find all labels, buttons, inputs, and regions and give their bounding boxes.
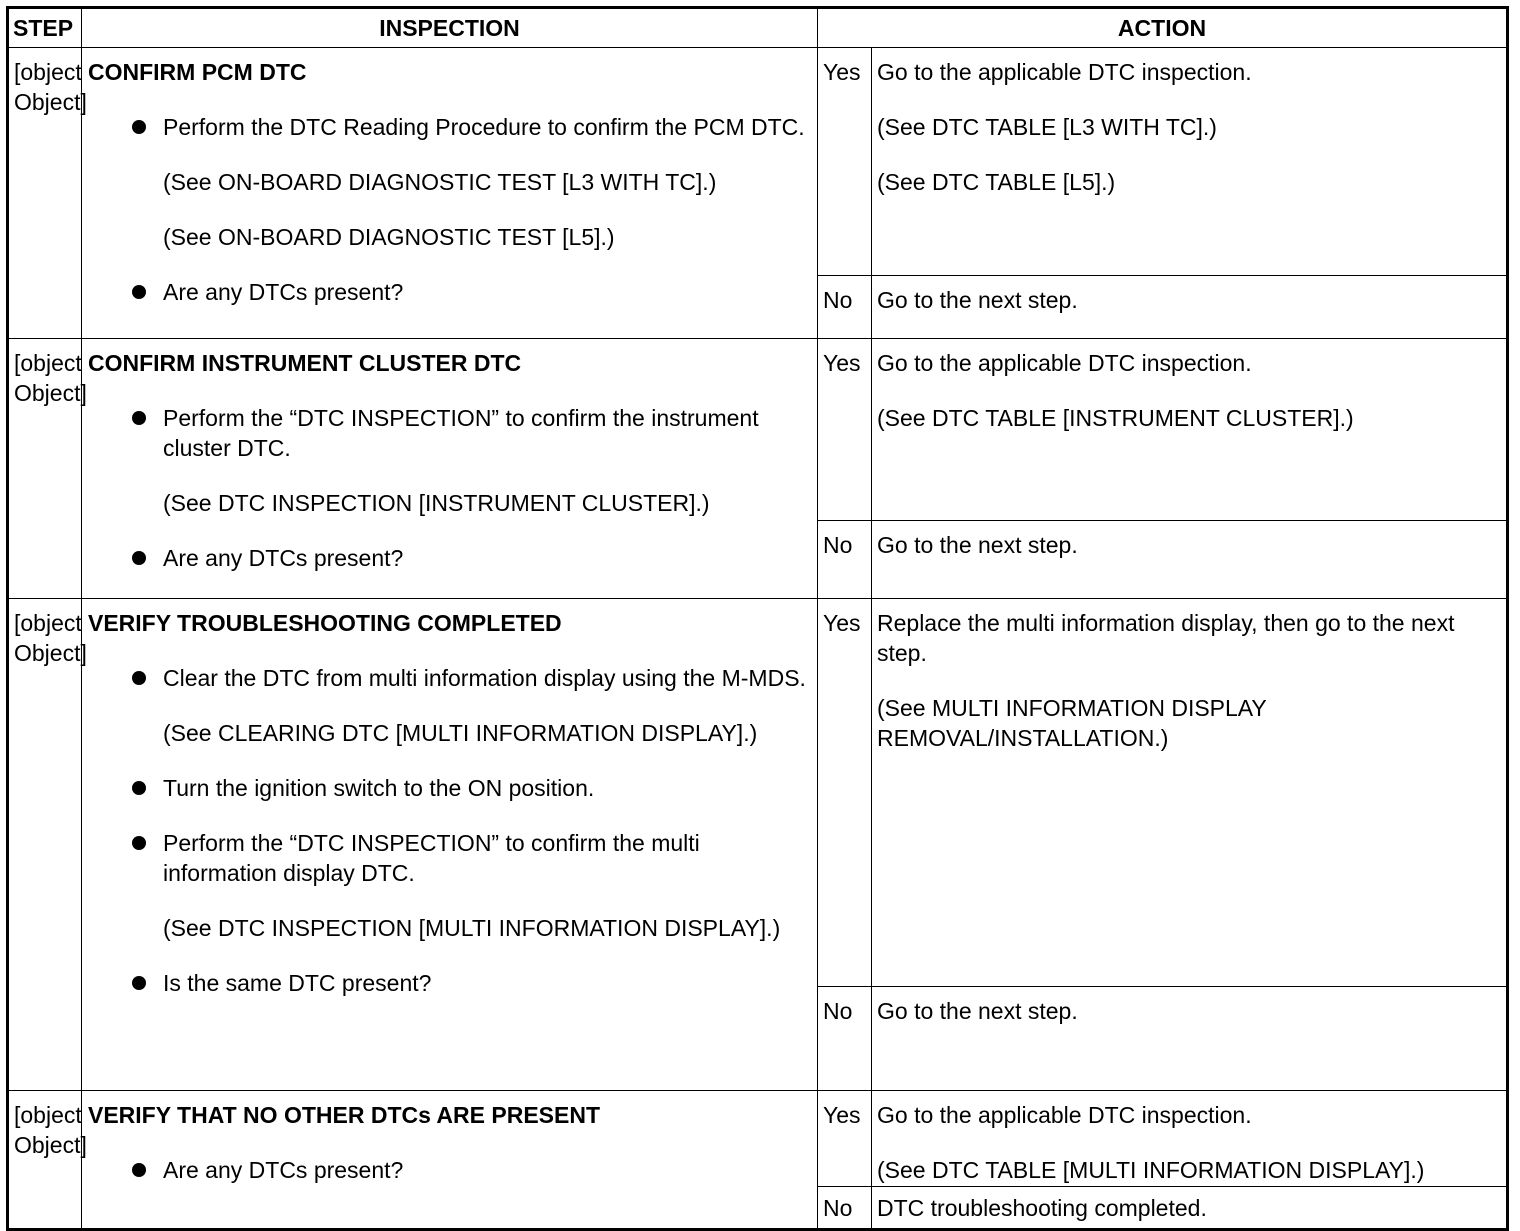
bullet-text: Perform the DTC Reading Procedure to confirm the PCM DTC. [163, 114, 805, 140]
inspection-bullets [88, 663, 807, 998]
no-label: No [818, 276, 872, 339]
bullet-item [88, 543, 807, 573]
bullet-text: Are any DTCs present? [163, 545, 404, 571]
bullet-text: Are any DTCs present? [163, 1157, 404, 1183]
no-action [872, 521, 1508, 599]
step-number: [object Object] [8, 1091, 82, 1230]
step-row-4 [8, 1091, 1508, 1187]
bullet-item [88, 112, 807, 252]
reference-text: (See DTC INSPECTION [INSTRUMENT CLUSTER].) [163, 490, 710, 516]
bullet-text: Perform the “DTC INSPECTION” to confirm the instrument cluster DTC. [163, 405, 759, 461]
inspection-bullets [88, 403, 807, 573]
bullet-item [88, 663, 807, 748]
no-label: No [818, 521, 872, 599]
no-action [872, 276, 1508, 339]
bullet-text: Is the same DTC present? [163, 970, 432, 996]
action-line: Go to the applicable DTC inspection. [877, 1102, 1252, 1128]
troubleshooting-table [6, 6, 1509, 1231]
header-step: STEP [8, 8, 82, 48]
bullet-text: Perform the “DTC INSPECTION” to confirm the multi information display DTC. [163, 830, 700, 886]
step-number: [object Object] [8, 599, 82, 1091]
step-row-3 [8, 599, 1508, 987]
yes-label: Yes [818, 1091, 872, 1187]
step-number: [object Object] [8, 339, 82, 599]
bullet-icon [132, 411, 146, 425]
yes-label: Yes [818, 339, 872, 521]
bullet-icon [132, 836, 146, 850]
bullet-icon [132, 120, 146, 134]
inspection-title: VERIFY THAT NO OTHER DTCs ARE PRESENT [88, 1102, 601, 1128]
header-row [8, 8, 1508, 48]
action-line: Go to the applicable DTC inspection. [877, 59, 1252, 85]
bullet-item [88, 403, 807, 518]
inspection-title: CONFIRM PCM DTC [88, 59, 307, 85]
header-action: ACTION [818, 8, 1508, 48]
bullet-icon [132, 1163, 146, 1177]
yes-label: Yes [818, 599, 872, 987]
inspection-title: VERIFY TROUBLESHOOTING COMPLETED [88, 610, 562, 636]
inspection-bullets [88, 1155, 807, 1185]
reference-text: (See ON-BOARD DIAGNOSTIC TEST [L3 WITH TC].) [163, 169, 717, 195]
yes-action [872, 48, 1508, 276]
step-row-2 [8, 339, 1508, 521]
bullet-icon [132, 551, 146, 565]
yes-action [872, 1091, 1508, 1187]
bullet-item [88, 968, 807, 998]
action-line: (See DTC TABLE [L3 WITH TC].) [877, 114, 1217, 140]
header-inspection: INSPECTION [82, 8, 818, 48]
bullet-text: Clear the DTC from multi information display using the M-MDS. [163, 665, 806, 691]
bullet-item [88, 773, 807, 803]
bullet-text: Are any DTCs present? [163, 279, 404, 305]
no-action [872, 987, 1508, 1091]
bullet-icon [132, 781, 146, 795]
reference-text: (See CLEARING DTC [MULTI INFORMATION DISPLAY].) [163, 720, 758, 746]
action-line: Go to the next step. [877, 287, 1078, 313]
yes-action [872, 599, 1508, 987]
reference-text: (See ON-BOARD DIAGNOSTIC TEST [L5].) [163, 224, 615, 250]
action-line: Replace the multi information display, then go to the next step. [877, 610, 1455, 666]
action-line: (See DTC TABLE [MULTI INFORMATION DISPLAY].) [877, 1157, 1425, 1183]
yes-action [872, 339, 1508, 521]
bullet-item [88, 828, 807, 943]
action-line: (See MULTI INFORMATION DISPLAY REMOVAL/INSTALLATION.) [877, 695, 1267, 751]
action-line: (See DTC TABLE [L5].) [877, 169, 1116, 195]
no-action [872, 1187, 1508, 1230]
bullet-icon [132, 285, 146, 299]
action-line: Go to the applicable DTC inspection. [877, 350, 1252, 376]
inspection-title: CONFIRM INSTRUMENT CLUSTER DTC [88, 350, 522, 376]
step-number: [object Object] [8, 48, 82, 339]
inspection-cell [82, 339, 818, 599]
inspection-cell [82, 48, 818, 339]
action-line: Go to the next step. [877, 532, 1078, 559]
no-label: No [818, 987, 872, 1091]
bullet-text: Turn the ignition switch to the ON position. [163, 775, 595, 801]
bullet-icon [132, 976, 146, 990]
bullet-item [88, 277, 807, 307]
action-line: Go to the next step. [877, 998, 1078, 1024]
no-label: No [818, 1187, 872, 1230]
action-line: DTC troubleshooting completed. [877, 1195, 1207, 1221]
inspection-cell [82, 599, 818, 1091]
reference-text: (See DTC INSPECTION [MULTI INFORMATION DISPLAY].) [163, 915, 781, 941]
step-row-1 [8, 48, 1508, 276]
inspection-cell [82, 1091, 818, 1230]
bullet-icon [132, 671, 146, 685]
bullet-item [88, 1155, 807, 1185]
inspection-bullets [88, 112, 807, 307]
action-line: (See DTC TABLE [INSTRUMENT CLUSTER].) [877, 405, 1354, 431]
yes-label: Yes [818, 48, 872, 276]
